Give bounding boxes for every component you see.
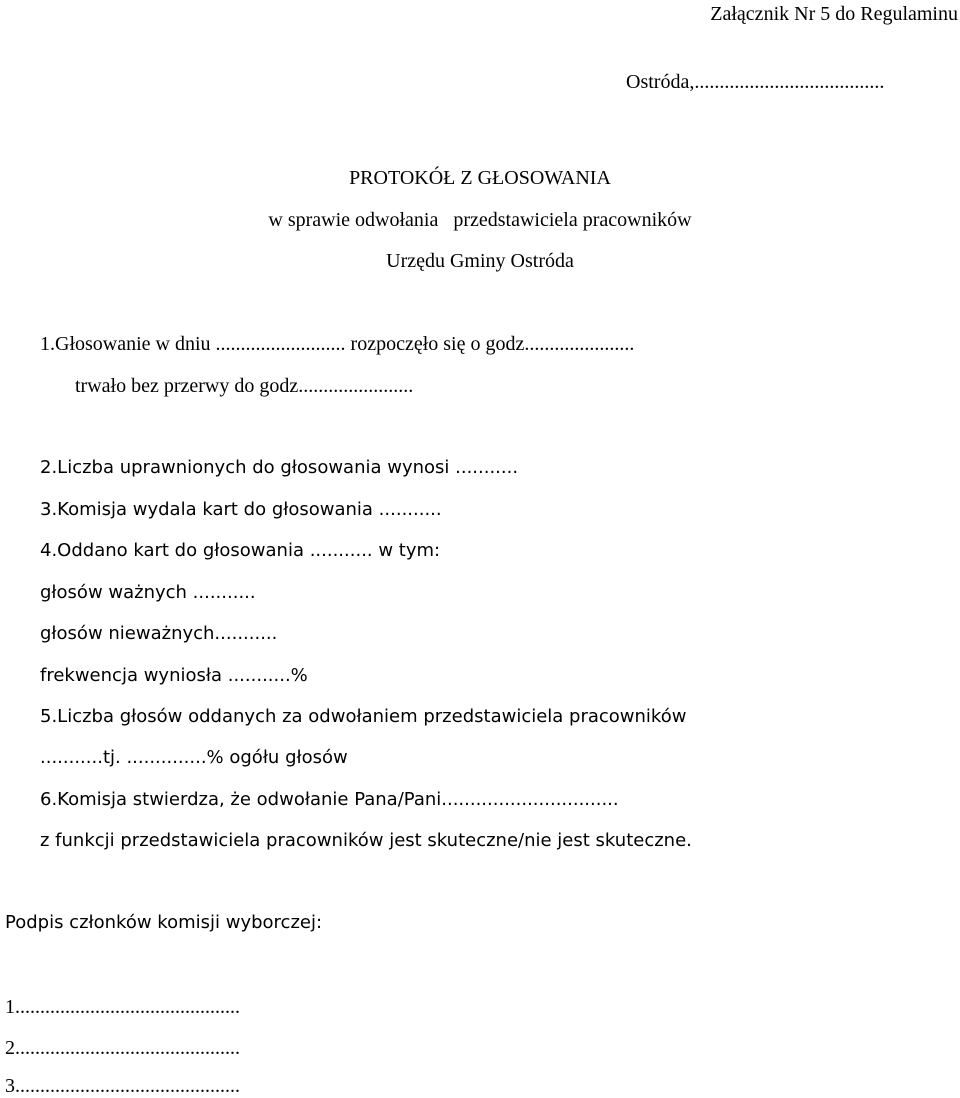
item-2-eligible: 2.Liczba uprawnionych do głosowania wynosi ........... <box>40 457 519 478</box>
item-1-start: 1.Głosowanie w dniu .......................... rozpoczęło się o godz...................... <box>40 333 635 355</box>
place-date-line: Ostróda,...................................... <box>626 71 885 93</box>
signature-line-3: 3............................................. <box>5 1075 240 1097</box>
invalid-votes: głosów nieważnych........... <box>40 623 278 644</box>
signature-line-1: 1............................................. <box>5 996 240 1018</box>
item-1-end: trwało bez przerwy do godz....................... <box>75 375 414 397</box>
item-4-cast: 4.Oddano kart do głosowania ........... w tym: <box>40 540 441 561</box>
attachment-note: Załącznik Nr 5 do Regulaminu <box>710 3 958 25</box>
protocol-institution: Urzędu Gminy Ostróda <box>386 250 574 272</box>
item-5-votes-for: 5.Liczba głosów oddanych za odwołaniem przedstawiciela pracowników <box>40 706 687 727</box>
item-6-result: z funkcji przedstawiciela pracowników jest skuteczne/nie jest skuteczne. <box>40 830 692 851</box>
item-5-percentage: ...........tj. ..............% ogółu głosów <box>40 747 348 768</box>
turnout: frekwencja wyniosła ...........% <box>40 665 308 686</box>
signature-line-2: 2............................................. <box>5 1037 240 1059</box>
signatures-heading: Podpis członków komisji wyborczej: <box>5 912 323 933</box>
item-3-issued: 3.Komisja wydala kart do głosowania ........... <box>40 499 442 520</box>
valid-votes: głosów ważnych ........... <box>40 582 256 603</box>
protocol-title: PROTOKÓŁ Z GŁOSOWANIA <box>349 167 611 189</box>
item-6-statement: 6.Komisja stwierdza, że odwołanie Pana/Pani............................... <box>40 789 619 810</box>
protocol-subtitle: w sprawie odwołania przedstawiciela pracowników <box>268 209 692 231</box>
